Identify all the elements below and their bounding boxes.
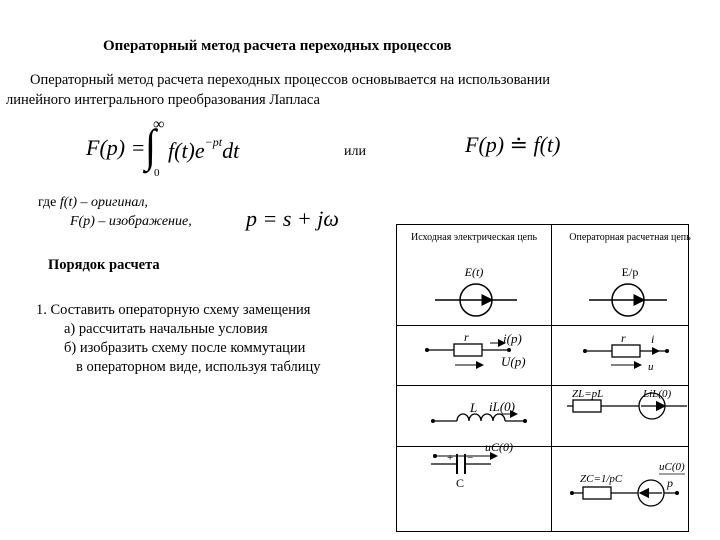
voltage-label: U(p): [501, 354, 526, 369]
plus-sign: +: [447, 452, 454, 464]
p-formula: p = s + jω: [246, 206, 339, 231]
voltage-label: u: [648, 361, 654, 373]
definition-image: F(p) – изображение,: [70, 214, 192, 229]
source-label-bottom: p: [667, 476, 673, 490]
integrand: f(t)e: [168, 138, 205, 163]
exponent: −pt: [204, 135, 223, 149]
voltage-source-icon: [435, 284, 517, 316]
integral-lower-limit: 0: [154, 167, 160, 179]
original-definition: f(t) – оригинал,: [59, 195, 149, 210]
circuit-drawings: [397, 225, 688, 531]
col1-header: Исходная электрическая цепь: [410, 232, 538, 243]
capacitor-label: C: [456, 476, 465, 490]
resistor-label: r: [621, 331, 626, 345]
capacitive-impedance-icon: [570, 461, 685, 506]
page-title: Операторный метод расчета переходных процессов: [103, 38, 452, 54]
intro-paragraph: [6, 70, 550, 110]
integral-upper-limit: ∞: [153, 116, 165, 133]
resistor-icon: [425, 330, 526, 369]
intro-line-2: линейного интегрального преобразования Лапласа: [6, 92, 320, 108]
step-1c: в операторном виде, используя таблицу: [76, 359, 321, 375]
differential: dt: [222, 138, 240, 163]
inductive-impedance-icon: [567, 388, 687, 419]
resistor-icon: [583, 331, 669, 373]
current-label: iL(0): [489, 399, 515, 414]
correspondence-table: [396, 224, 689, 532]
col2-source-label: E/p: [621, 265, 639, 279]
intro-line-1: Операторный метод расчета переходных процессов основывается на использовании: [30, 72, 550, 88]
steps-list: [36, 301, 321, 377]
resistor-label: r: [464, 330, 469, 344]
source-label-top: uC(0): [659, 461, 685, 473]
step-1: 1. Составить операторную схему замещения: [36, 302, 311, 318]
where-prefix: где: [38, 195, 57, 210]
source-label: LiL(0): [643, 388, 672, 400]
laplace-integrand: [168, 135, 239, 164]
integral-sign: ∫: [145, 119, 156, 172]
definitions: [38, 193, 192, 231]
capacitor-icon: [431, 440, 513, 490]
col2-header: Операторная расчетная цепь: [569, 232, 691, 243]
inductor-label: L: [470, 400, 478, 415]
impedance-label: ZL=pL: [572, 388, 604, 400]
current-label: i: [651, 332, 655, 346]
definition-original: [38, 193, 192, 212]
laplace-lhs: F(p) =: [86, 135, 146, 160]
order-heading: Порядок расчета: [48, 257, 160, 273]
current-label: i(p): [503, 331, 522, 346]
col1-source-label: E(t): [464, 265, 484, 279]
or-text: или: [344, 144, 366, 159]
step-1a: а) рассчитать начальные условия: [64, 321, 268, 337]
minus-sign: −: [467, 452, 474, 464]
impedance-label: ZC=1/pC: [580, 473, 623, 485]
correspondence-formula: F(p) ≐ f(t): [465, 132, 561, 157]
step-1b: б) изобразить схему после коммутации: [64, 340, 306, 356]
inductor-icon: [431, 399, 527, 423]
voltage-source-icon: [589, 284, 667, 316]
voltage-label: uC(0): [485, 440, 513, 454]
